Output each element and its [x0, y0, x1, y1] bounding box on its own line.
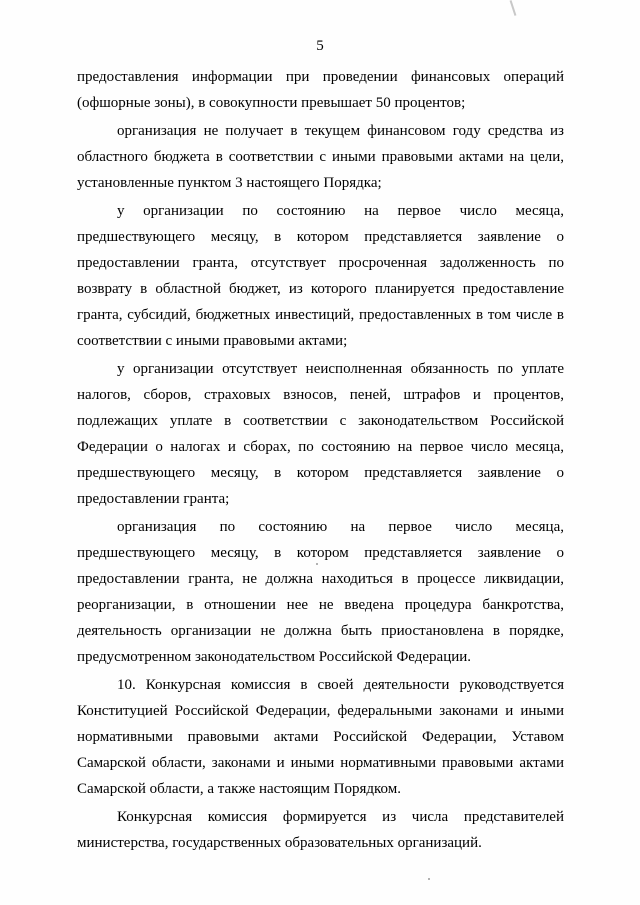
text-line: предшествующего месяцу, в котором представляется заявление о: [77, 465, 564, 481]
text-line: предшествующего месяцу, в котором представляется заявление о: [77, 229, 564, 245]
text-line: соответствии с иными правовыми актами;: [77, 333, 348, 349]
scan-speck: [428, 878, 430, 880]
scan-artifact: [510, 0, 517, 16]
text-line: министерства, государственных образовательных организаций.: [77, 835, 482, 851]
text-line: возврату в областной бюджет, из которого планируется предоставление: [77, 281, 564, 297]
text-line: 10. Конкурсная комиссия в своей деятельности руководствуется: [117, 677, 564, 693]
text-line: у организации отсутствует неисполненная обязанность по уплате: [117, 361, 564, 377]
text-line: организация по состоянию на первое число месяца,: [117, 519, 564, 535]
text-line: реорганизации, в отношении нее не введена процедура банкротства,: [77, 597, 564, 613]
text-line: предшествующего месяцу, в котором представляется заявление о: [77, 545, 564, 561]
text-line: Федерации о налогах и сборах, по состоянию на первое число месяца,: [77, 439, 564, 455]
text-line: предоставлении гранта;: [77, 491, 230, 507]
text-line: Самарской области, а также настоящим Порядком.: [77, 781, 401, 797]
text-line: предоставления информации при проведении финансовых операций: [77, 69, 564, 85]
text-line: Конституцией Российской Федерации, федеральными законами и иными: [77, 703, 564, 719]
text-line: (офшорные зоны), в совокупности превышает 50 процентов;: [77, 95, 466, 111]
text-line: предоставлении гранта, не должна находиться в процессе ликвидации,: [77, 571, 564, 587]
text-line: предоставлении гранта, отсутствует просроченная задолженность по: [77, 255, 564, 271]
text-line: гранта, субсидий, бюджетных инвестиций, предоставленных в том числе в: [77, 307, 564, 323]
text-line: предусмотренном законодательством Российской Федерации.: [77, 649, 472, 665]
text-line: подлежащих уплате в соответствии с законодательством Российской: [77, 413, 564, 429]
text-line: налогов, сборов, страховых взносов, пеней, штрафов и процентов,: [77, 387, 564, 403]
text-line: у организации по состоянию на первое число месяца,: [117, 203, 564, 219]
page-number: 5: [316, 38, 324, 54]
text-line: нормативными правовыми актами Российской Федерации, Уставом: [77, 729, 564, 745]
text-line: деятельность организации не должна быть приостановлена в порядке,: [77, 623, 564, 639]
text-line: Самарской области, законами и иными нормативными правовыми актами: [77, 755, 564, 771]
text-line: областного бюджета в соответствии с иными правовыми актами на цели,: [77, 149, 564, 165]
text-line: Конкурсная комиссия формируется из числа представителей: [117, 809, 564, 825]
text-line: организация не получает в текущем финансовом году средства из: [117, 123, 564, 139]
document-body: [77, 64, 564, 856]
text-line: установленные пунктом 3 настоящего Порядка;: [77, 175, 382, 191]
